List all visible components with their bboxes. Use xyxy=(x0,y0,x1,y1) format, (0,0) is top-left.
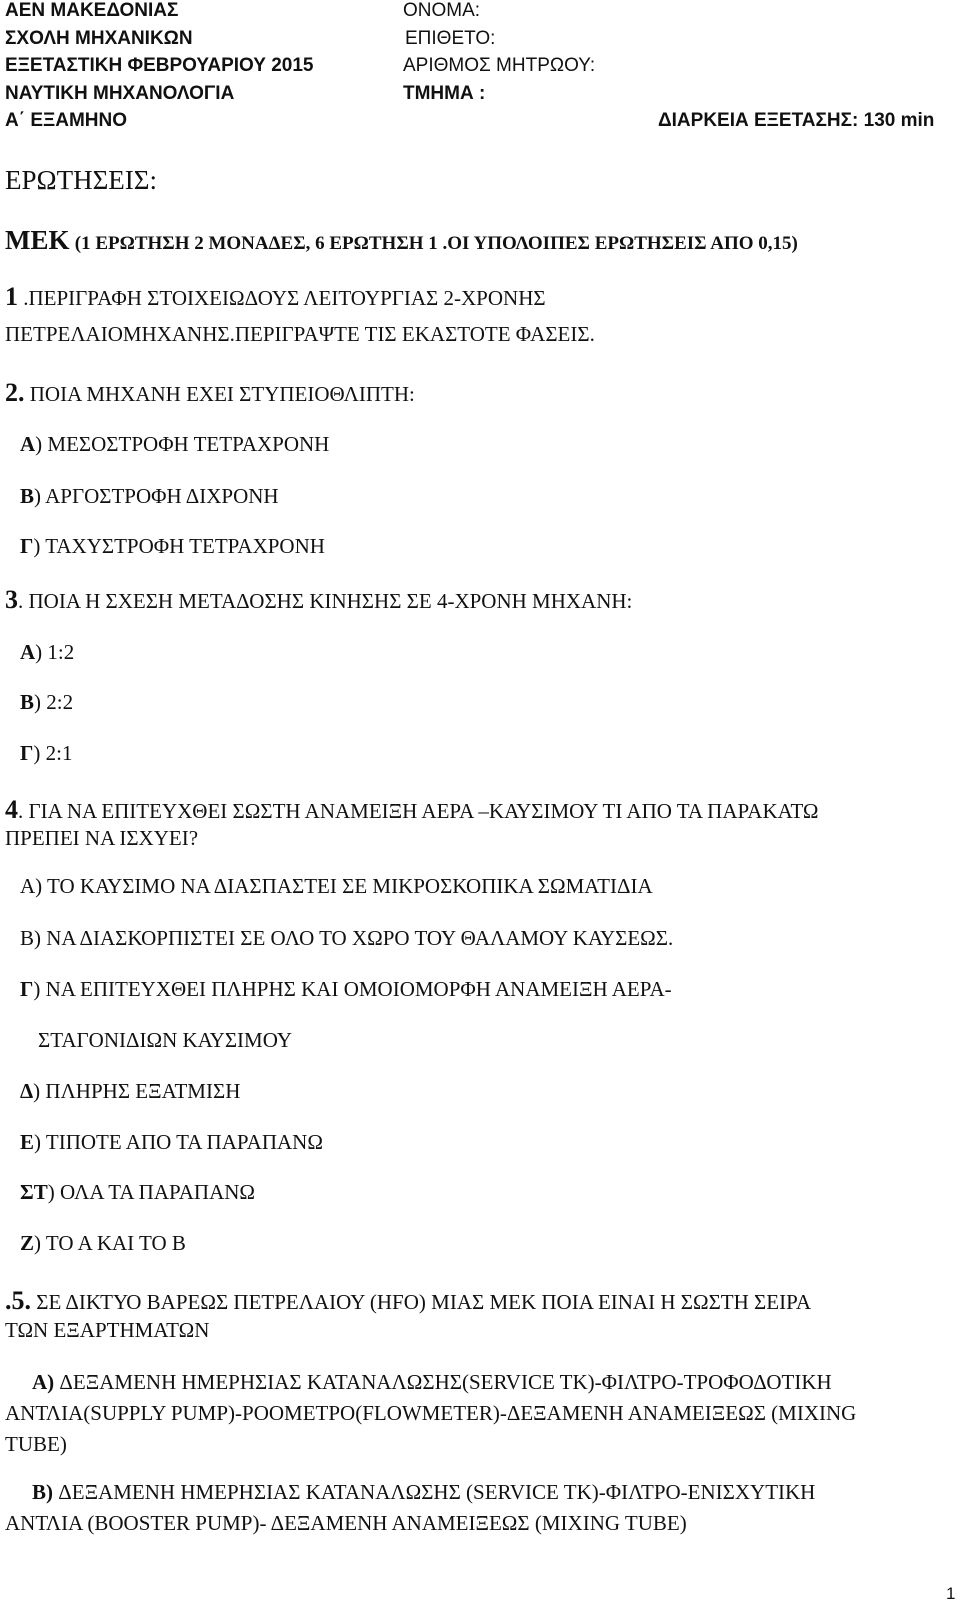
option-text: ) ΑΡΓΟΣΤΡΟΦΗ ΔΙΧΡΟΝΗ xyxy=(34,484,279,508)
option-text: ) ΤΑΧΥΣΤΡΟΦΗ ΤΕΤΡΑΧΡΟΝΗ xyxy=(33,534,325,558)
question-text: . ΠΟΙΑ Η ΣΧΕΣΗ ΜΕΤΑΔΟΣΗΣ ΚΙΝΗΣΗΣ ΣΕ 4-ΧΡΟΝΗ ΜΗΧΑΝΗ: xyxy=(18,589,633,613)
question-text: . ΓΙΑ ΝΑ ΕΠΙΤΕΥΧΘΕΙ ΣΩΣΤΗ ΑΝΑΜΕΙΞΗ ΑΕΡΑ –ΚΑΥΣΙΜΟΥ ΤΙ ΑΠΟ ΤΑ ΠΑΡΑΚΑΤΩ xyxy=(18,799,819,823)
question-text: .ΠΕΡΙΓΡΑΦΗ ΣΤΟΙΧΕΙΩΔΟΥΣ ΛΕΙΤΟΥΡΓΙΑΣ 2-ΧΡΟΝΗΣ xyxy=(18,286,546,310)
question-3 xyxy=(5,585,632,615)
option-key: Α xyxy=(20,640,36,664)
header-class-field: ΤΜΗΜΑ : xyxy=(403,83,486,104)
option-text: ) ΤΙΠΟΤΕ ΑΠΟ ΤΑ ΠΑΡΑΠΑΝΩ xyxy=(34,1130,323,1154)
option-key: Β xyxy=(20,484,35,508)
header-duration: ΔΙΑΡΚΕΙΑ ΕΞΕΤΑΣΗΣ: 130 min xyxy=(658,110,935,131)
question-4 xyxy=(5,795,819,825)
option xyxy=(20,1130,323,1155)
option xyxy=(32,1480,815,1505)
question-1-continued: ΠΕΤΡΕΛΑΙΟΜΗΧΑΝΗΣ.ΠΕΡΙΓΡΑΨΤΕ ΤΙΣ ΕΚΑΣΤΟΤΕ ΦΑΣΕΙΣ. xyxy=(5,322,595,346)
question-number: 1 xyxy=(5,282,18,311)
question-text: ΣΕ ΔΙΚΤΥΟ ΒΑΡΕΩΣ ΠΕΤΡΕΛΑΙΟΥ (HFO) ΜΙΑΣ ΜΕΚ ΠΟΙΑ ΕΙΝΑΙ Η ΣΩΣΤΗ ΣΕΙΡΑ xyxy=(31,1290,812,1314)
option-key: ΣΤ xyxy=(20,1180,48,1204)
option-text: Β) ΝΑ ΔΙΑΣΚΟΡΠΙΣΤΕΙ ΣΕ ΟΛΟ ΤΟ ΧΩΡΟ ΤΟΥ ΘΑΛΑΜΟΥ ΚΑΥΣΕΩΣ. xyxy=(20,926,674,950)
mek-note: (1 ΕΡΩΤΗΣΗ 2 ΜΟΝΑΔΕΣ, 6 ΕΡΩΤΗΣΗ 1 .ΟΙ ΥΠΟΛΟΙΠΕΣ ΕΡΩΤΗΣΕΙΣ ΑΠΟ 0,15) xyxy=(74,233,798,254)
option-text: ) ΠΛΗΡΗΣ ΕΞΑΤΜΙΣΗ xyxy=(33,1079,241,1103)
question-4-continued: ΠΡΕΠΕΙ ΝΑ ΙΣΧΥΕΙ? xyxy=(5,826,199,850)
option-text: ) ΝΑ ΕΠΙΤΕΥΧΘΕΙ ΠΛΗΡΗΣ ΚΑΙ ΟΜΟΙΟΜΟΡΦΗ ΑΝΑΜΕΙΞΗ ΑΕΡΑ- xyxy=(33,977,672,1001)
option-key: Γ xyxy=(20,977,34,1001)
option-text: ) 2:2 xyxy=(34,690,74,714)
page-number: 1 xyxy=(946,1584,956,1603)
question-number: 3 xyxy=(5,585,18,614)
option-key: Γ xyxy=(20,534,34,558)
header-name-field: ΟΝΟΜΑ: xyxy=(403,0,481,21)
question-number: 2. xyxy=(5,378,25,407)
option-text: ) 2:1 xyxy=(33,741,73,765)
question-5 xyxy=(5,1286,811,1316)
question-1 xyxy=(5,282,546,312)
header-semester: Α΄ ΕΞΑΜΗΝΟ xyxy=(5,110,127,131)
option-text: ) 1:2 xyxy=(35,640,75,664)
option-continued: ΑΝΤΛΙΑ (BOOSTER PUMP)- ΔΕΞΑΜΕΝΗ ΑΝΑΜΕΙΞΕΩΣ (MIXING TUBE) xyxy=(5,1511,687,1535)
option xyxy=(20,741,72,766)
header-student-id-field: ΑΡΙΘΜΟΣ ΜΗΤΡΩΟΥ: xyxy=(403,55,596,76)
option-key: Γ xyxy=(20,741,34,765)
header-exam-period: ΕΞΕΤΑΣΤΙΚΗ ΦΕΒΡΟΥΑΡΙΟΥ 2015 xyxy=(5,55,314,76)
question-number: 4 xyxy=(5,795,18,824)
question-text: ΠΟΙΑ ΜΗΧΑΝΗ ΕΧΕΙ ΣΤΥΠΕΙΟΘΛΙΠΤΗ: xyxy=(24,382,415,406)
option xyxy=(20,1180,255,1205)
option xyxy=(20,1231,186,1256)
option xyxy=(20,690,73,715)
header-course: ΝΑΥΤΙΚΗ ΜΗΧΑΝΟΛΟΓΙΑ xyxy=(5,83,235,104)
option xyxy=(20,977,672,1002)
option-text: ΔΕΞΑΜΕΝΗ ΗΜΕΡΗΣΙΑΣ ΚΑΤΑΝΑΛΩΣΗΣ (SERVICE TK)-ΦΙΛΤΡΟ-ΕΝΙΣΧΥΤΙΚΗ xyxy=(58,1480,816,1504)
option-text: ) ΟΛΑ ΤΑ ΠΑΡΑΠΑΝΩ xyxy=(47,1180,256,1204)
option-text: ΔΕΞΑΜΕΝΗ ΗΜΕΡΗΣΙΑΣ ΚΑΤΑΝΑΛΩΣΗΣ(SERVICE TK)-ΦΙΛΤΡΟ-ΤΡΟΦΟΔΟΤΙΚΗ xyxy=(59,1370,832,1394)
option-continued: ΑΝΤΛΙΑ(SUPPLY PUMP)-ΡΟΟΜΕΤΡΟ(FLOWMETER)-ΔΕΞΑΜΕΝΗ ΑΝΑΜΕΙΞΕΩΣ (MIXING xyxy=(5,1401,857,1425)
option xyxy=(20,432,329,457)
option-key: Β) xyxy=(32,1480,59,1504)
header-school: ΑΕΝ ΜΑΚΕΔΟΝΙΑΣ xyxy=(5,0,179,21)
option xyxy=(20,1079,240,1104)
option-text: ) ΜΕΣΟΣΤΡΟΦΗ ΤΕΤΡΑΧΡΟΝΗ xyxy=(35,432,330,456)
option-text: Α) ΤΟ ΚΑΥΣΙΜΟ ΝΑ ΔΙΑΣΠΑΣΤΕΙ ΣΕ ΜΙΚΡΟΣΚΟΠΙΚΑ ΣΩΜΑΤΙΔΙΑ xyxy=(20,874,653,898)
option-key: Β xyxy=(20,690,35,714)
option xyxy=(20,534,325,559)
question-number: .5. xyxy=(5,1286,31,1315)
mek-label: ΜΕΚ xyxy=(5,225,70,255)
option-key: Ζ xyxy=(20,1231,35,1255)
option-key: Δ xyxy=(20,1079,34,1103)
option-key: Α xyxy=(20,432,36,456)
header-department: ΣΧΟΛΗ ΜΗΧΑΝΙΚΩΝ xyxy=(5,28,193,49)
option-text: ) ΤΟ Α ΚΑΙ ΤΟ Β xyxy=(34,1231,186,1255)
option xyxy=(20,926,673,951)
header-surname-field: ΕΠΙΘΕΤΟ: xyxy=(405,28,496,49)
mek-line xyxy=(5,225,798,256)
option xyxy=(20,874,653,899)
section-title: ΕΡΩΤΗΣΕΙΣ: xyxy=(5,165,157,195)
option-key: Ε xyxy=(20,1130,35,1154)
option xyxy=(20,640,74,665)
question-2 xyxy=(5,378,415,408)
option-continued: ΣΤΑΓΟΝΙΔΙΩΝ ΚΑΥΣΙΜΟΥ xyxy=(38,1028,292,1052)
option-continued: TUBE) xyxy=(5,1432,67,1456)
option-key: Α) xyxy=(32,1370,60,1394)
option xyxy=(32,1370,832,1395)
option xyxy=(20,484,279,509)
question-5-continued: ΤΩΝ ΕΞΑΡΤΗΜΑΤΩΝ xyxy=(5,1318,210,1342)
